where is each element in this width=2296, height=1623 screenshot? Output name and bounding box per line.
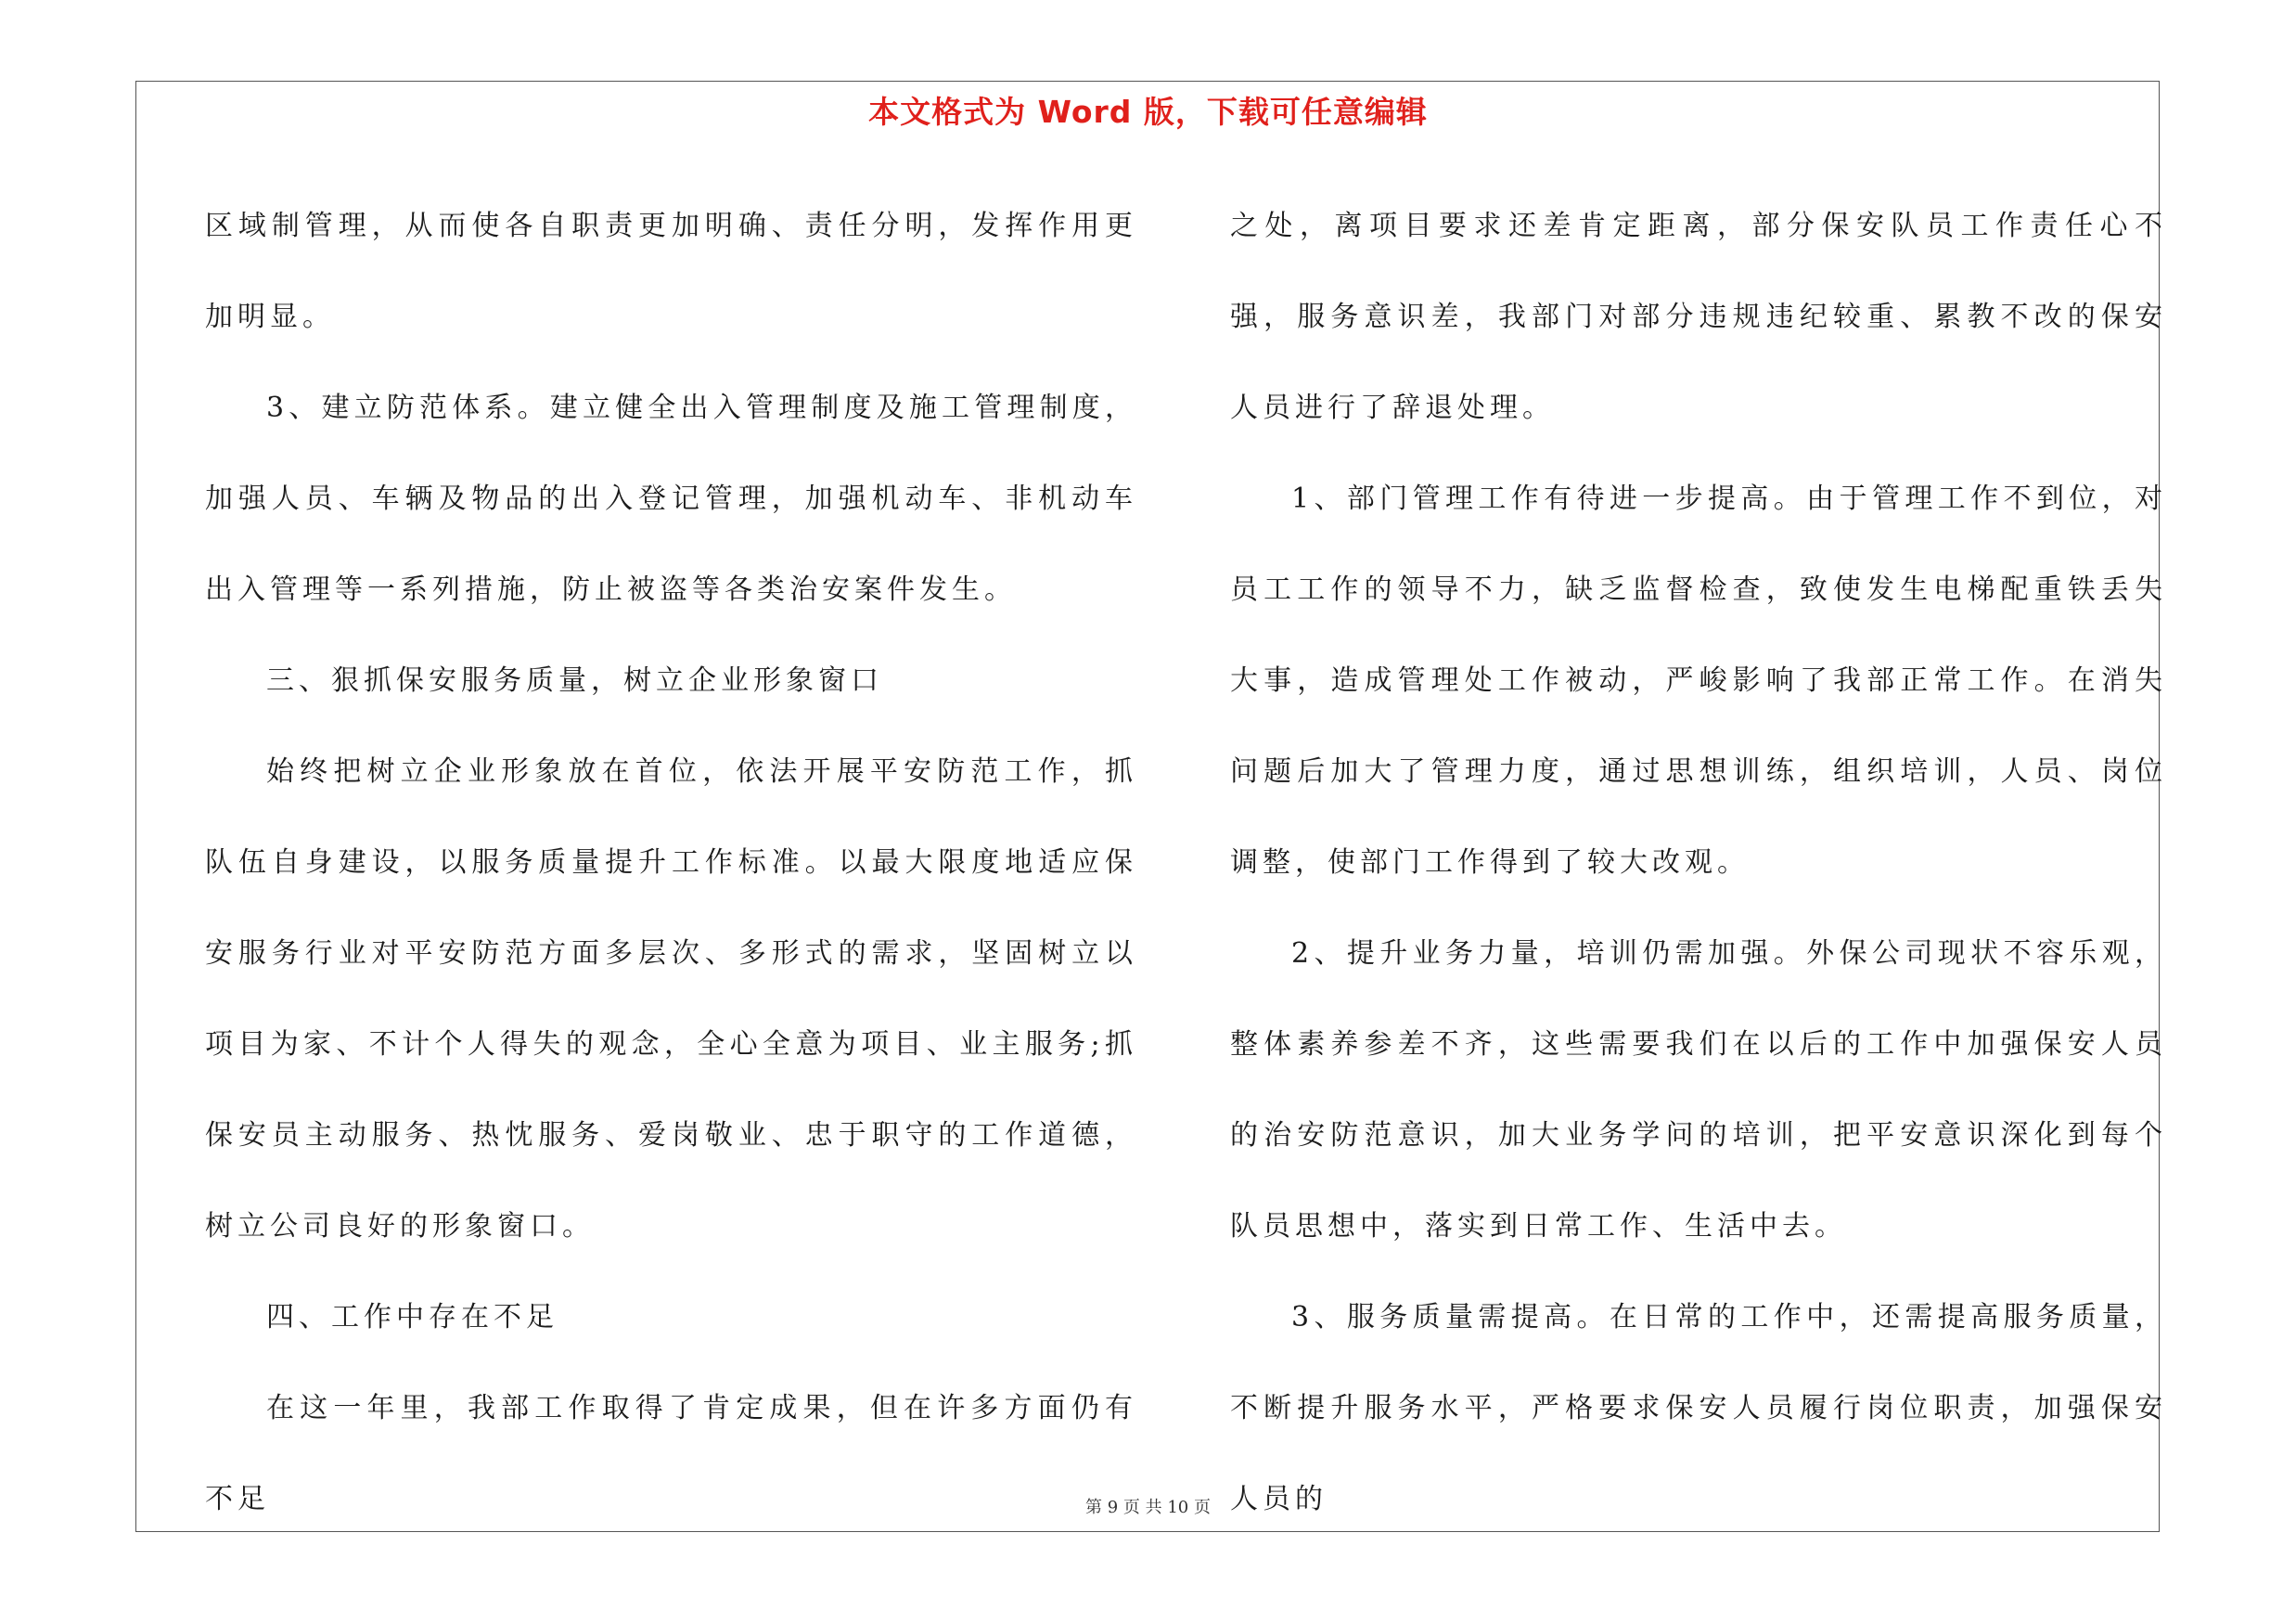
paragraph: 四、工作中存在不足 — [266, 1301, 558, 1333]
paragraph: 3、建立防范体系。建立健全出入管理制度及施工管理制度，加强人员、车辆及物品的出入登记管理，加强机动车、非机动车出入管理等一系列措施，防止被盗等各类治安案件发生。 — [205, 392, 1137, 606]
left-column — [205, 181, 1137, 1545]
paragraph: 2、提升业务力量，培训仍需加强。外保公司现状不容乐观，整体素养参差不齐，这些需要我们在以后的工作中加强保安人员的治安防范意识，加大业务学问的培训，把平安意识深化到每个队员思想中，落实到日常工作、生活中去。 — [1230, 937, 2167, 1243]
paragraph: 始终把树立企业形象放在首位，依法开展平安防范工作，抓队伍自身建设，以服务质量提升工作标准。以最大限度地适应保安服务行业对平安防范方面多层次、多形式的需求，坚固树立以项目为家、不计个人得失的观念，全心全意为项目、业主服务;抓保安员主动服务、热忱服务、爱岗敬业、忠于职守的工作道德，树立公司良好的形象窗口。 — [205, 755, 1137, 1243]
paragraph: 之处，离项目要求还差肯定距离，部分保安队员工作责任心不强，服务意识差，我部门对部分违规违纪较重、累教不改的保安人员进行了辞退处理。 — [1230, 210, 2167, 424]
right-column — [1230, 181, 2167, 1545]
paragraph: 区域制管理，从而使各自职责更加明确、责任分明，发挥作用更加明显。 — [205, 210, 1137, 333]
paragraph: 三、狠抓保安服务质量，树立企业形象窗口 — [266, 664, 883, 697]
paragraph: 在这一年里，我部工作取得了肯定成果，但在许多方面仍有不足 — [205, 1392, 1137, 1515]
paragraph: 3、服务质量需提高。在日常的工作中，还需提高服务质量，不断提升服务水平，严格要求保安人员履行岗位职责，加强保安人员的 — [1230, 1301, 2167, 1515]
paragraph: 1、部门管理工作有待进一步提高。由于管理工作不到位，对员工工作的领导不力，缺乏监督检查，致使发生电梯配重铁丢失大事，造成管理处工作被动，严峻影响了我部正常工作。在消失问题后加大了管理力度，通过思想训练，组织培训，人员、岗位调整，使部门工作得到了较大改观。 — [1230, 483, 2167, 879]
word-format-banner: 本文格式为 Word 版，下载可任意编辑 — [868, 94, 1428, 130]
page-number-footer: 第 9 页 共 10 页 — [1085, 1498, 1211, 1517]
